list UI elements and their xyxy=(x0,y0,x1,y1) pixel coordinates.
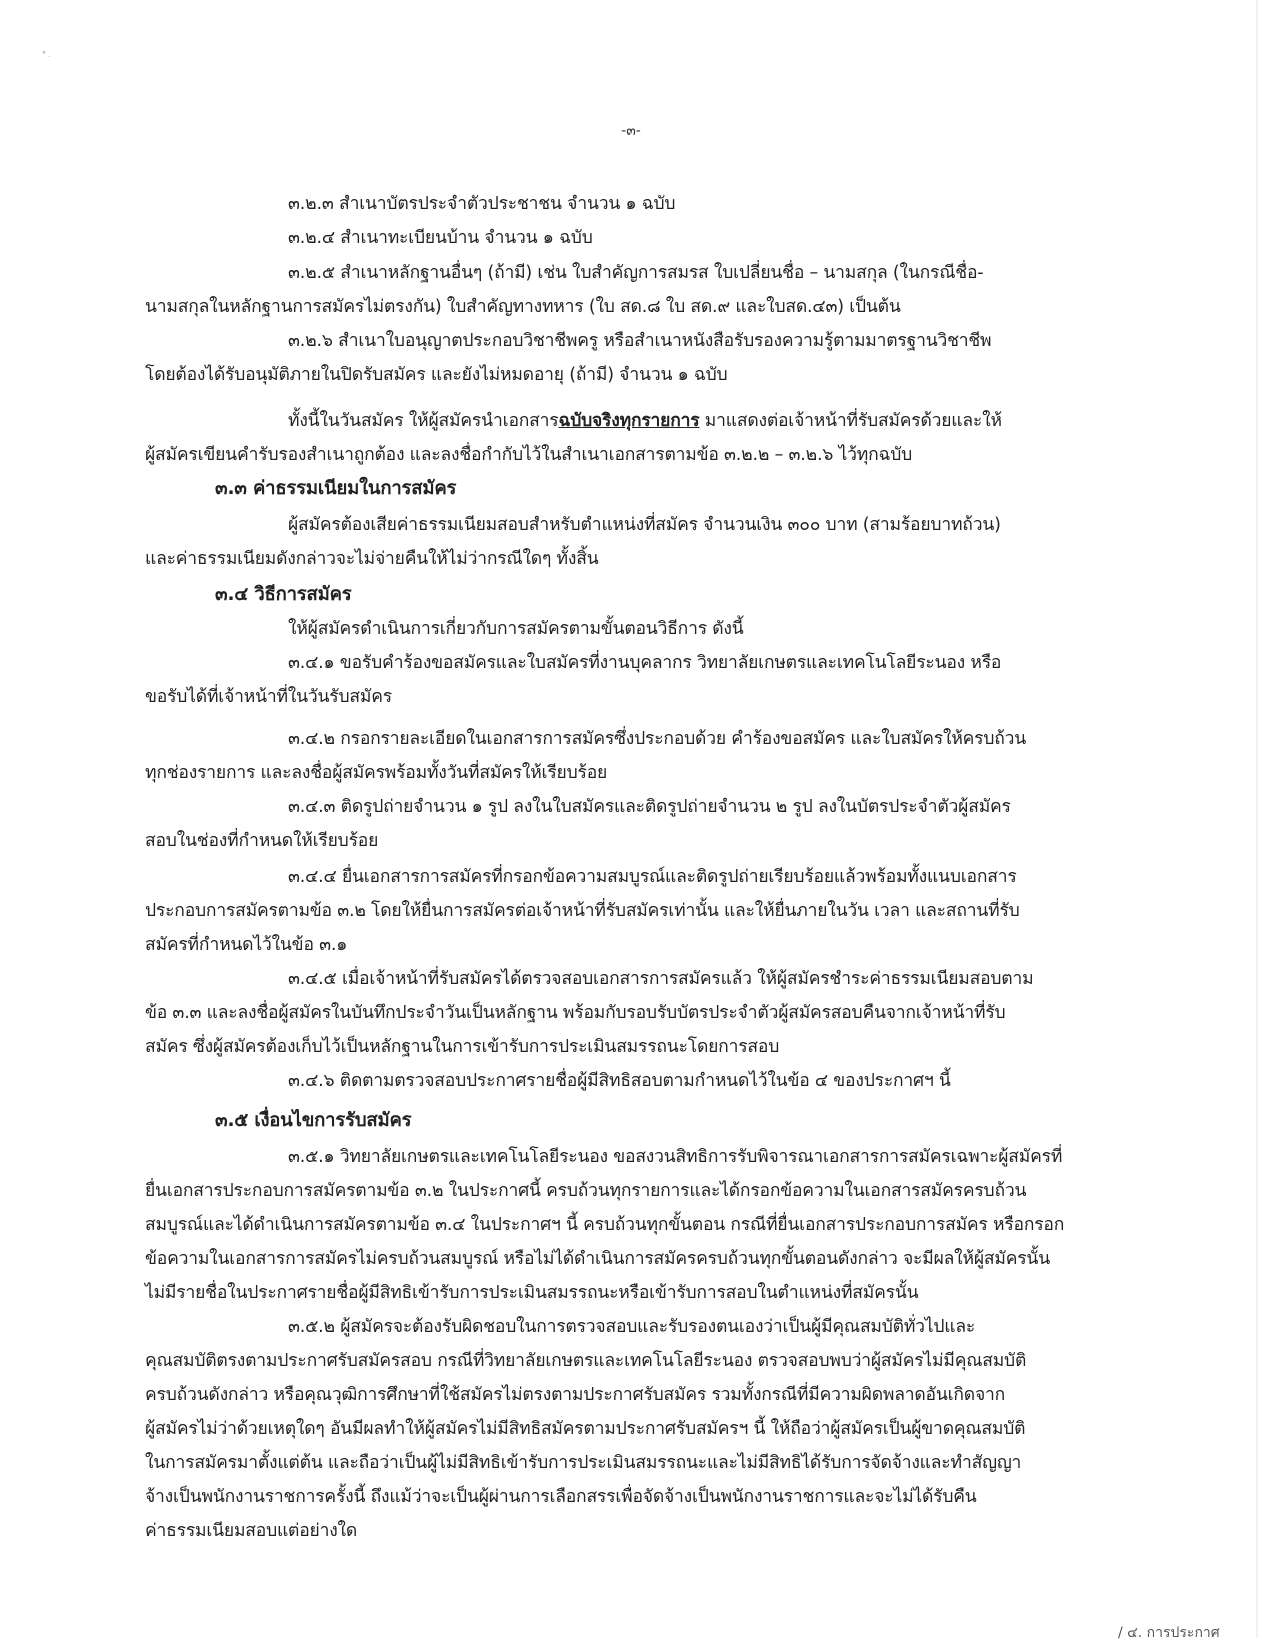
note-emphasis: ฉบับจริงทุกรายการ xyxy=(558,411,700,431)
item-3-3-line2: และค่าธรรมเนียมดังกล่าวจะไม่จ่ายคืนให้ไม่ว่ากรณีใดๆ ทั้งสิ้น xyxy=(145,549,599,569)
item-3-4-4-line2: ประกอบการสมัครตามข้อ ๓.๒ โดยให้ยื่นการสมัครต่อเจ้าหน้าที่รับสมัครเท่านั้น และให้ยื่นภายในวัน เวลา และสถานที่รับ xyxy=(145,901,1020,921)
item-3-5-2-line3: ครบถ้วนดังกล่าว หรือคุณวุฒิการศึกษาที่ใช้สมัครไม่ตรงตามประกาศรับสมัคร รวมทั้งกรณีที่มีความผิดพลาดอันเกิดจาก xyxy=(145,1385,1006,1405)
item-3-5-2-line2: คุณสมบัติตรงตามประกาศรับสมัครสอบ กรณีที่วิทยาลัยเกษตรและเทคโนโลยีระนอง ตรวจสอบพบว่าผู้สมัครไม่มีคุณสมบัติ xyxy=(145,1351,1027,1371)
item-3-4-5-line1: ๓.๔.๕ เมื่อเจ้าหน้าที่รับสมัครได้ตรวจสอบเอกสารการสมัครแล้ว ให้ผู้สมัครชำระค่าธรรมเนียมสอบตาม xyxy=(288,969,1034,989)
original-docs-note-line2: ผู้สมัครเขียนคำรับรองสำเนาถูกต้อง และลงชื่อกำกับไว้ในสำเนาเอกสารตามข้อ ๓.๒.๒ – ๓.๒.๖ ไว้ทุกฉบับ xyxy=(145,445,913,465)
item-3-5-2-line5: ในการสมัครมาตั้งแต่ต้น และถือว่าเป็นผู้ไม่มีสิทธิเข้ารับการประเมินสมรรถนะและไม่มีสิทธิได้รับการจัดจ้างและทำสัญญา xyxy=(145,1453,1022,1473)
note-text-pre: ทั้งนี้ในวันสมัคร ให้ผู้สมัครนำเอกสาร xyxy=(288,411,559,431)
original-docs-note-line1 xyxy=(288,410,1002,432)
page-edge xyxy=(1256,0,1258,1638)
item-3-2-3: ๓.๒.๓ สำเนาบัตรประจำตัวประชาชน จำนวน ๑ ฉบับ xyxy=(288,194,676,214)
item-3-4-5-line2: ข้อ ๓.๓ และลงชื่อผู้สมัครในบันทึกประจำวันเป็นหลักฐาน พร้อมกับรอบรับบัตรประจำตัวผู้สมัครสอบคืนจากเจ้าหน้าที่รับ xyxy=(145,1003,1006,1023)
item-3-5-2-line4: ผู้สมัครไม่ว่าด้วยเหตุใดๆ อันมีผลทำให้ผู้สมัครไม่มีสิทธิสมัครตามประกาศรับสมัครฯ นี้ ให้ถือว่าผู้สมัครเป็นผู้ขาดคุณสมบัติ xyxy=(145,1419,1026,1439)
item-3-4-1-line1: ๓.๔.๑ ขอรับคำร้องขอสมัครและใบสมัครที่งานบุคลากร วิทยาลัยเกษตรและเทคโนโลยีระนอง หรือ xyxy=(288,653,1002,673)
heading-3-4: ๓.๔ วิธีการสมัคร xyxy=(215,584,352,605)
heading-3-5: ๓.๕ เงื่อนไขการรับสมัคร xyxy=(215,1110,412,1131)
item-3-5-1-line2: ยื่นเอกสารประกอบการสมัครตามข้อ ๓.๒ ในประกาศนี้ ครบถ้วนทุกรายการและได้กรอกข้อความในเอกสารสมัครครบถ้วน xyxy=(145,1181,1027,1201)
item-3-3-line1: ผู้สมัครต้องเสียค่าธรรมเนียมสอบสำหรับตำแหน่งที่สมัคร จำนวนเงิน ๓๐๐ บาท (สามร้อยบาทถ้วน) xyxy=(288,515,1001,535)
item-3-2-5-line2: นามสกุลในหลักฐานการสมัครไม่ตรงกัน) ใบสำคัญทางทหาร (ใบ สด.๘ ใบ สด.๙ และใบสด.๔๓) เป็นต้น xyxy=(145,297,901,317)
item-3-4-2-line1: ๓.๔.๒ กรอกรายละเอียดในเอกสารการสมัครซึ่งประกอบด้วย คำร้องขอสมัคร และใบสมัครให้ครบถ้วน xyxy=(288,729,1027,749)
page-number: -๓- xyxy=(621,123,641,139)
item-3-4-5-line3: สมัคร ซึ่งผู้สมัครต้องเก็บไว้เป็นหลักฐานในการเข้ารับการประเมินสมรรถนะโดยการสอบ xyxy=(145,1037,780,1057)
item-3-4-3-line1: ๓.๔.๓ ติดรูปถ่ายจำนวน ๑ รูป ลงในใบสมัครและติดรูปถ่ายจำนวน ๒ รูป ลงในบัตรประจำตัวผู้สมัคร xyxy=(288,797,1011,817)
item-3-5-2-line1: ๓.๕.๒ ผู้สมัครจะต้องรับผิดชอบในการตรวจสอบและรับรองตนเองว่าเป็นผู้มีคุณสมบัติทั่วไปและ xyxy=(288,1317,976,1337)
item-3-5-1-line5: ไม่มีรายชื่อในประกาศรายชื่อผู้มีสิทธิเข้ารับการประเมินสมรรถนะหรือเข้ารับการสอบในตำแหน่งที่สมัครนั้น xyxy=(145,1283,919,1303)
item-3-4-4-line3: สมัครที่กำหนดไว้ในข้อ ๓.๑ xyxy=(145,935,348,955)
heading-3-3: ๓.๓ ค่าธรรมเนียมในการสมัคร xyxy=(215,478,457,499)
item-3-2-6-line2: โดยต้องได้รับอนุมัติภายในปิดรับสมัคร และยังไม่หมดอายุ (ถ้ามี) จำนวน ๑ ฉบับ xyxy=(145,365,728,385)
item-3-5-1-line1: ๓.๕.๑ วิทยาลัยเกษตรและเทคโนโลยีระนอง ขอสงวนสิทธิการรับพิจารณาเอกสารการสมัครเฉพาะผู้สมัครที่ xyxy=(288,1147,1063,1167)
item-3-5-2-line6: จ้างเป็นพนักงานราชการครั้งนี้ ถึงแม้ว่าจะเป็นผู้ผ่านการเลือกสรรเพื่อจัดจ้างเป็นพนักงานราชการและจะไม่ได้รับคืน xyxy=(145,1487,977,1507)
item-3-5-2-line7: ค่าธรรมเนียมสอบแต่อย่างใด xyxy=(145,1521,358,1541)
item-3-4-2-line2: ทุกช่องรายการ และลงชื่อผู้สมัครพร้อมทั้งวันที่สมัครให้เรียบร้อย xyxy=(145,763,608,783)
item-3-5-1-line4: ข้อความในเอกสารการสมัครไม่ครบถ้วนสมบูรณ์ หรือไม่ได้ดำเนินการสมัครครบถ้วนทุกขั้นตอนดังกล่าว จะมีผลให้ผู้สมัครนั้น xyxy=(145,1249,1050,1269)
item-3-4-intro: ให้ผู้สมัครดำเนินการเกี่ยวกับการสมัครตามขั้นตอนวิธีการ ดังนี้ xyxy=(288,619,744,639)
scan-artifact: • · xyxy=(38,47,53,63)
item-3-2-6-line1: ๓.๒.๖ สำเนาใบอนุญาตประกอบวิชาชีพครู หรือสำเนาหนังสือรับรองความรู้ตามมาตรฐานวิชาชีพ xyxy=(288,331,992,351)
item-3-2-5-line1: ๓.๒.๕ สำเนาหลักฐานอื่นๆ (ถ้ามี) เช่น ใบสำคัญการสมรส ใบเปลี่ยนชื่อ – นามสกุล (ในกรณีชื่อ- xyxy=(288,263,984,283)
item-3-4-4-line1: ๓.๔.๔ ยื่นเอกสารการสมัครที่กรอกข้อความสมบูรณ์และติดรูปถ่ายเรียบร้อยแล้วพร้อมทั้งแนบเอกสาร xyxy=(288,867,1017,887)
note-text-post: มาแสดงต่อเจ้าหน้าที่รับสมัครด้วยและให้ xyxy=(699,411,1002,431)
item-3-4-6: ๓.๔.๖ ติดตามตรวจสอบประกาศรายชื่อผู้มีสิทธิสอบตามกำหนดไว้ในข้อ ๔ ของประกาศฯ นี้ xyxy=(288,1071,951,1091)
item-3-5-1-line3: สมบูรณ์และได้ดำเนินการสมัครตามข้อ ๓.๔ ในประกาศฯ นี้ ครบถ้วนทุกขั้นตอน กรณีที่ยื่นเอกสารประกอบการสมัคร หรือกรอก xyxy=(145,1215,1065,1235)
item-3-2-4: ๓.๒.๔ สำเนาทะเบียนบ้าน จำนวน ๑ ฉบับ xyxy=(288,228,593,248)
item-3-4-3-line2: สอบในช่องที่กำหนดให้เรียบร้อย xyxy=(145,831,379,851)
item-3-4-1-line2: ขอรับได้ที่เจ้าหน้าที่ในวันรับสมัคร xyxy=(145,687,392,707)
continuation-marker: / ๔. การประกาศ xyxy=(1118,1625,1220,1641)
